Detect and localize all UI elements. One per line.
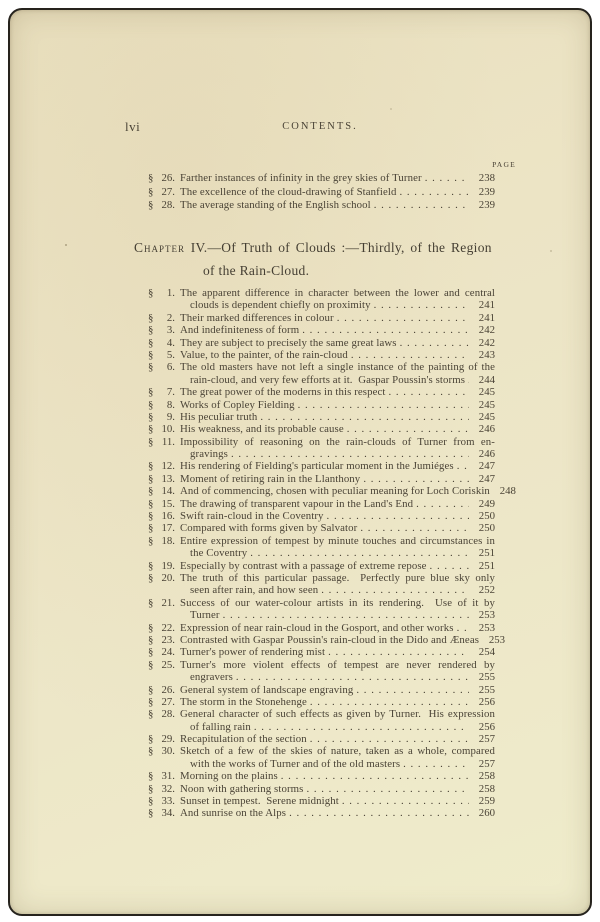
entry-number: 9. [166, 410, 175, 423]
toc-entry-line [10, 448, 590, 460]
section-mark: § [148, 336, 154, 349]
entry-text: Swift rain-cloud in the Coventry [180, 510, 324, 523]
dot-leader [399, 186, 469, 200]
toc-entry-line [10, 522, 590, 534]
entry-page: 252 [478, 584, 495, 597]
chapter-label: Chapter [134, 240, 186, 255]
entry-text: Contrasted with Gaspar Poussin's rain-cloud in the Dido and Æneas [180, 633, 480, 646]
dot-leader [254, 721, 469, 733]
toc-previous-chapter-entries [10, 172, 590, 213]
entry-text: Value, to the painter, of the rain-cloud [180, 348, 348, 361]
toc-entry-line [10, 572, 590, 584]
section-mark: § [148, 172, 154, 184]
chapter-heading-line1 [134, 240, 590, 256]
entry-page: 249 [478, 497, 495, 510]
entry-number: 12. [161, 460, 175, 473]
dot-leader [351, 349, 469, 361]
dot-leader [356, 684, 469, 696]
toc-entry-line [10, 721, 590, 733]
entry-page: 251 [478, 559, 495, 572]
entry-number: 21. [161, 596, 175, 609]
entry-page: 250 [478, 522, 495, 535]
section-mark: § [148, 621, 154, 634]
entry-text: Turner's more violent effects of tempest are never rendered by [180, 658, 495, 671]
entry-number: 33. [161, 795, 175, 808]
dot-leader [363, 473, 469, 485]
dot-leader [310, 696, 469, 708]
entry-text: Noon with gathering storms [180, 782, 304, 795]
dot-leader [403, 758, 469, 770]
entry-text: Especially by contrast with a passage of extreme repose [180, 559, 427, 572]
dot-leader [298, 399, 469, 411]
entry-text: Recapitulation of the section [180, 733, 307, 746]
entry-number: 29. [161, 733, 175, 746]
dot-leader [302, 324, 469, 336]
section-mark: § [148, 733, 154, 746]
entry-page: 239 [478, 199, 495, 212]
entry-text: The apparent difference in character between the lower and central [180, 287, 495, 299]
dot-leader [231, 448, 469, 460]
entry-text: And sunrise on the Alps [180, 807, 287, 820]
entry-page: 254 [478, 646, 495, 659]
dot-leader [425, 172, 469, 186]
entry-page: 245 [478, 398, 495, 411]
entry-text: Farther instances of infinity in the grey skies of Turner [180, 172, 422, 184]
toc-entry-line [10, 436, 590, 448]
dot-leader [289, 807, 469, 819]
entry-text: with the works of Turner and of the old masters [190, 757, 401, 770]
section-mark: § [148, 534, 154, 547]
dot-leader [281, 770, 469, 782]
entry-text: Sunset in tempest. Serene midnight [180, 795, 339, 808]
dot-leader [416, 498, 469, 510]
entry-number: 19. [161, 559, 175, 572]
section-mark: § [148, 410, 154, 423]
chapter-heading-line2: of the Rain-Cloud. [203, 263, 310, 278]
section-mark: § [148, 571, 154, 584]
page-column-label: PAGE [492, 160, 516, 169]
entry-text: The average standing of the English school [180, 199, 371, 212]
entry-page: 253 [478, 621, 495, 634]
toc-entry-line [10, 745, 590, 757]
entry-page: 245 [478, 386, 495, 399]
entry-text: The truth of this particular passage. Perfectly pure blue sky only [180, 571, 495, 584]
dot-leader [321, 584, 469, 596]
entry-page: 256 [478, 695, 495, 708]
entry-number: 14. [161, 485, 175, 498]
entry-text: General character of such effects as given by Turner. His expression [180, 708, 495, 721]
entry-page: 247 [478, 472, 495, 485]
entry-page: 244 [478, 373, 495, 386]
toc-entry-line [10, 485, 590, 497]
entry-page: 238 [478, 172, 495, 184]
entry-text: His rendering of Fielding's particular moment in the Jumiéges [180, 460, 454, 473]
toc-entry-line [10, 172, 590, 186]
entry-text: Entire expression of tempest by minute touches and circumstances in [180, 534, 495, 547]
toc-entry-line [10, 510, 590, 522]
entry-text: The great power of the moderns in this respect [180, 386, 386, 399]
toc-entry-line [10, 671, 590, 683]
entry-page: 259 [478, 795, 495, 808]
dot-leader [327, 510, 469, 522]
section-mark: § [148, 646, 154, 659]
dot-leader [250, 547, 469, 559]
toc-entry-line [10, 758, 590, 770]
toc-entry-line [10, 535, 590, 547]
dot-leader [457, 460, 469, 472]
dot-leader [468, 374, 469, 386]
section-mark: § [148, 472, 154, 485]
entry-page: 260 [478, 807, 495, 820]
toc-entry-line [10, 646, 590, 658]
toc-entry-line [10, 411, 590, 423]
toc-entry-line [10, 584, 590, 596]
entry-number: 32. [161, 782, 175, 795]
section-mark: § [148, 185, 154, 198]
entry-text: rain-cloud, and very few efforts at it. Gaspar Poussin's storms [190, 373, 466, 386]
entry-number: 26. [161, 172, 175, 184]
entry-number: 6. [166, 361, 175, 374]
entry-page: 247 [478, 460, 495, 473]
chapter-heading [10, 240, 590, 279]
section-mark: § [148, 658, 154, 671]
entry-number: 11. [161, 435, 175, 448]
section-mark: § [148, 287, 154, 299]
toc-entry-line [10, 186, 590, 200]
entry-text: And of commencing, chosen with peculiar meaning for Loch Coriskin [180, 485, 490, 498]
chapter-title: IV.—Of Truth of Clouds :—Thirdly, of the Region [185, 240, 492, 255]
section-mark: § [148, 633, 154, 646]
dot-leader [374, 199, 469, 213]
toc-entry-line [10, 423, 590, 435]
entry-page: 246 [478, 423, 495, 436]
entry-text: Turner's power of rendering mist [180, 646, 326, 659]
section-mark: § [148, 695, 154, 708]
entry-text: Impossibility of reasoning on the rain-clouds of Turner from en- [180, 435, 495, 448]
section-mark: § [148, 497, 154, 510]
entry-page: 253 [478, 609, 495, 622]
toc-entry-line [10, 361, 590, 373]
entry-number: 27. [161, 185, 175, 198]
dot-leader [400, 337, 469, 349]
entry-number: 17. [161, 522, 175, 535]
entry-text: of falling rain [190, 720, 251, 733]
entry-number: 16. [161, 510, 175, 523]
section-mark: § [148, 324, 154, 337]
entry-text: gravings [190, 448, 228, 461]
toc-entry-line [10, 299, 590, 311]
toc-entry-line [10, 312, 590, 324]
section-mark: § [148, 435, 154, 448]
entry-text: And indefiniteness of form [180, 324, 300, 337]
entry-number: 23. [161, 633, 175, 646]
entry-text: They are subject to precisely the same great laws [180, 336, 397, 349]
entry-page: 253 [488, 633, 506, 646]
paper-specks [10, 10, 11, 11]
dot-leader [337, 312, 469, 324]
entry-text: His peculiar truth [180, 410, 258, 423]
entry-page: 255 [478, 683, 495, 696]
dot-leader [342, 795, 469, 807]
entry-number: 7. [166, 386, 175, 399]
section-mark: § [148, 596, 154, 609]
section-mark: § [148, 386, 154, 399]
toc-entry-line [10, 597, 590, 609]
entry-page: 241 [478, 311, 495, 324]
entry-number: 24. [161, 646, 175, 659]
entry-text: The drawing of transparent vapour in the Land's End [180, 497, 414, 510]
entry-number: 1. [166, 287, 175, 299]
section-mark: § [148, 510, 154, 523]
dot-leader [360, 522, 469, 534]
entry-page: 248 [499, 485, 516, 498]
entry-number: 28. [161, 199, 175, 212]
entry-page: 243 [478, 348, 495, 361]
section-mark: § [148, 522, 154, 535]
dot-leader [430, 560, 469, 572]
toc-entry-line [10, 547, 590, 559]
entry-number: 13. [161, 472, 175, 485]
toc-entry-line [10, 807, 590, 819]
toc-entry-line [10, 696, 590, 708]
entry-text: seen after rain, and how seen [190, 584, 319, 597]
entry-text: The storm in the Stonehenge [180, 695, 307, 708]
section-mark: § [148, 311, 154, 324]
section-mark: § [148, 361, 154, 374]
entry-number: 15. [161, 497, 175, 510]
entry-number: 25. [161, 658, 175, 671]
entry-page: 242 [478, 324, 495, 337]
entry-number: 5. [166, 348, 175, 361]
toc-entry-line [10, 287, 590, 299]
entry-text: Moment of retiring rain in the Llanthony [180, 472, 361, 485]
entry-number: 2. [166, 311, 175, 324]
entry-page: 241 [478, 299, 495, 312]
dot-leader [457, 622, 469, 634]
toc-entry-line [10, 684, 590, 696]
section-mark: § [148, 199, 154, 212]
entry-number: 22. [161, 621, 175, 634]
toc-entry-line [10, 473, 590, 485]
dot-leader [236, 671, 469, 683]
toc-entry-line [10, 609, 590, 621]
dot-leader [388, 386, 469, 398]
entry-number: 30. [161, 745, 175, 758]
section-mark: § [148, 708, 154, 721]
toc-entry-line [10, 783, 590, 795]
toc-entry-line [10, 399, 590, 411]
entry-text: Works of Copley Fielding [180, 398, 295, 411]
toc-entry-line [10, 324, 590, 336]
section-mark: § [148, 348, 154, 361]
dot-leader [374, 299, 469, 311]
dot-leader [306, 783, 469, 795]
dot-leader [328, 646, 469, 658]
section-mark: § [148, 559, 154, 572]
entry-page: 239 [478, 185, 495, 198]
entry-text: The old masters have not left a single instance of the painting of the [180, 361, 495, 374]
section-mark: § [148, 795, 154, 808]
section-mark: § [148, 398, 154, 411]
toc-entry-line [10, 733, 590, 745]
entry-text: Expression of near rain-cloud in the Gosport, and other works [180, 621, 454, 634]
entry-page: 257 [478, 733, 495, 746]
dot-leader [347, 423, 469, 435]
entry-text: Success of our water-colour artists in its rendering. Use of it by [180, 596, 495, 609]
toc-entry-line [10, 560, 590, 572]
running-title: CONTENTS. [282, 121, 358, 132]
entry-page: 258 [478, 770, 495, 783]
toc-entry-line [10, 770, 590, 782]
dot-leader [260, 411, 469, 423]
entry-number: 18. [161, 534, 175, 547]
section-mark: § [148, 485, 154, 498]
entry-text: engravers [190, 671, 233, 684]
entry-number: 31. [161, 770, 175, 783]
entry-page: 242 [478, 336, 495, 349]
toc-entry-line [10, 460, 590, 472]
entry-number: 27. [161, 695, 175, 708]
toc-entry-line [10, 349, 590, 361]
toc-entry-line [10, 659, 590, 671]
toc-chapter-iv-entries [10, 287, 590, 820]
entry-text: His weakness, and its probable cause [180, 423, 344, 436]
section-mark: § [148, 782, 154, 795]
toc-entry-line [10, 337, 590, 349]
entry-text: the Coventry [190, 547, 248, 560]
toc-entry-line [10, 199, 590, 213]
entry-text: clouds is dependent chiefly on proximity [190, 299, 371, 312]
section-mark: § [148, 460, 154, 473]
dot-leader [310, 733, 469, 745]
entry-number: 8. [166, 398, 175, 411]
entry-page: 256 [478, 720, 495, 733]
toc-entry-line [10, 386, 590, 398]
entry-page: 251 [478, 547, 495, 560]
entry-number: 26. [161, 683, 175, 696]
section-mark: § [148, 423, 154, 436]
toc-entry-line [10, 795, 590, 807]
entry-number: 34. [161, 807, 175, 820]
toc-entry-line [10, 498, 590, 510]
section-mark: § [148, 745, 154, 758]
dot-leader [223, 609, 469, 621]
toc-entry-line [10, 634, 590, 646]
entry-text: Turner [190, 609, 220, 622]
entry-number: 20. [161, 571, 175, 584]
entry-text: Their marked differences in colour [180, 311, 334, 324]
entry-page: 255 [478, 671, 495, 684]
section-mark: § [148, 807, 154, 820]
section-mark: § [148, 683, 154, 696]
entry-text: General system of landscape engraving [180, 683, 354, 696]
entry-page: 257 [478, 757, 495, 770]
entry-page: 250 [478, 510, 495, 523]
entry-text: Compared with forms given by Salvator [180, 522, 358, 535]
entry-text: The excellence of the cloud-drawing of Stanfield [180, 185, 397, 198]
entry-text: Sketch of a few of the skies of nature, taken as a whole, compared [180, 745, 495, 758]
toc-entry-line [10, 374, 590, 386]
section-mark: § [148, 770, 154, 783]
book-page [8, 8, 592, 916]
entry-page: 246 [478, 448, 495, 461]
entry-page: 258 [478, 782, 495, 795]
entry-number: 10. [161, 423, 175, 436]
entry-number: 28. [161, 708, 175, 721]
toc-entry-line [10, 622, 590, 634]
entry-text: Morning on the plains [180, 770, 278, 783]
entry-number: 4. [166, 336, 175, 349]
folio-number: lvi [125, 119, 141, 134]
entry-number: 3. [166, 324, 175, 337]
toc-entry-line [10, 708, 590, 720]
entry-page: 245 [478, 410, 495, 423]
